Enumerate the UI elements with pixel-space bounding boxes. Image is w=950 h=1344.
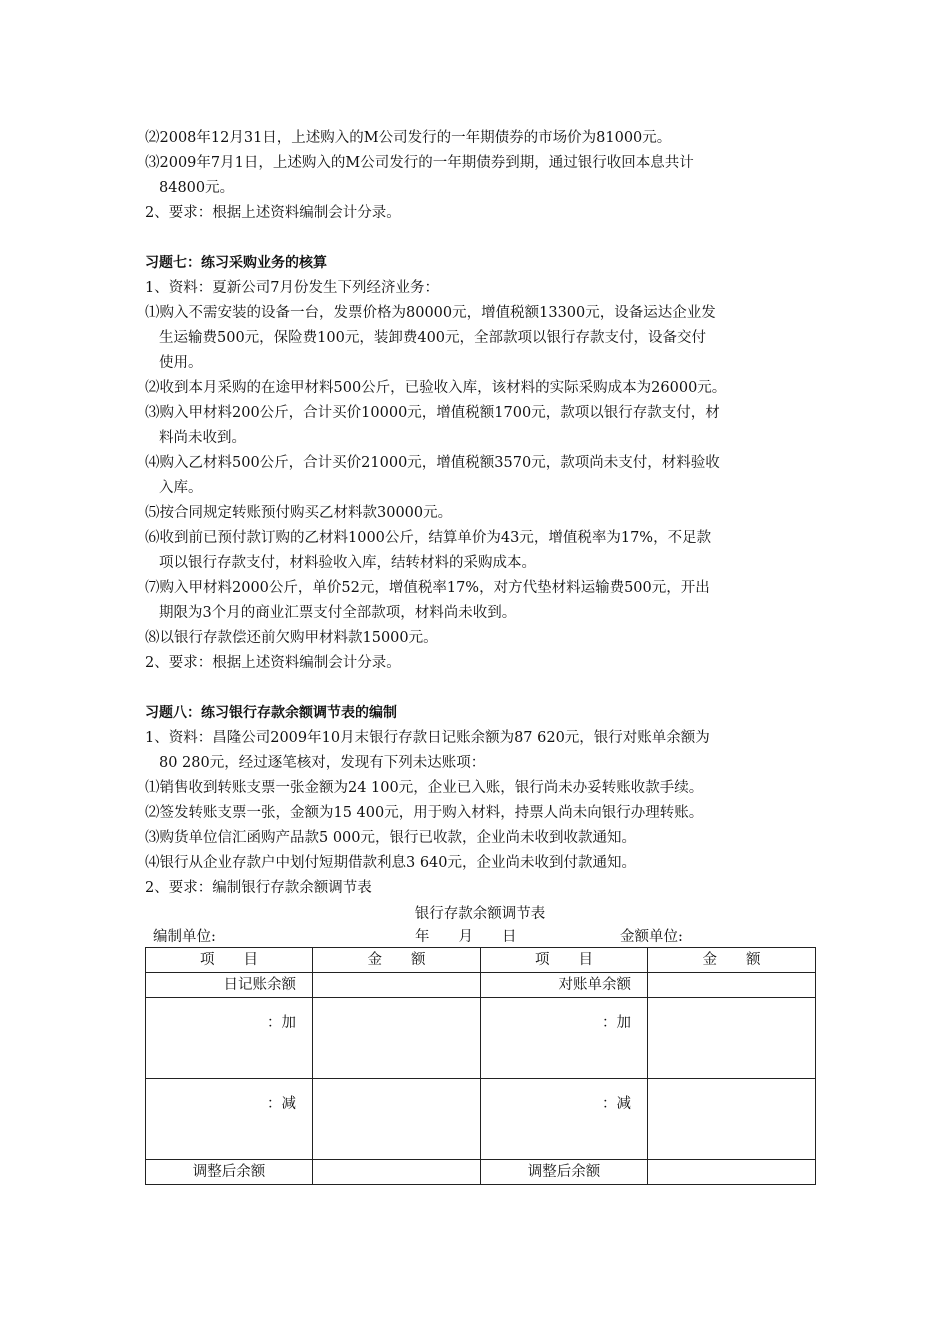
date-label: 年 月 日 (415, 929, 517, 945)
amount-cell[interactable] (313, 1079, 481, 1160)
table-meta (145, 925, 815, 947)
add-label: ：加 (481, 998, 648, 1079)
subtract-label: ：减 (146, 1079, 313, 1160)
text-line: 84800元。 (159, 180, 235, 196)
list-item-cont: 料尚未收到。 (159, 430, 246, 446)
amount-cell[interactable] (648, 998, 816, 1079)
list-item: ⑹收到前已预付款订购的乙材料1000公斤，结算单价为43元，增值税率为17%，不足款 (145, 530, 712, 546)
list-item: ⑻以银行存款偿还前欠购甲材料款15000元。 (145, 630, 438, 646)
text-line: ⑵2008年12月31日，上述购入的M公司发行的一年期债券的市场价为81000元。 (145, 130, 672, 146)
list-item: ⑴销售收到转账支票一张金额为24 100元，企业已入账，银行尚未办妥转账收款手续。 (145, 780, 704, 796)
list-item: ⑸按合同规定转账预付购买乙材料款30000元。 (145, 505, 453, 521)
text-line: 2、要求：根据上述资料编制会计分录。 (145, 655, 401, 671)
subtract-label: ：减 (481, 1079, 648, 1160)
header-amount: 金 额 (313, 948, 481, 973)
table-row (146, 1160, 816, 1185)
amount-cell[interactable] (648, 973, 816, 998)
amount-unit-label: 金额单位: (620, 929, 683, 945)
list-item-cont: 入库。 (159, 480, 203, 496)
table-row (146, 998, 816, 1079)
document-page (145, 126, 815, 1185)
header-amount: 金 额 (648, 948, 816, 973)
add-label: ：加 (146, 998, 313, 1079)
table-row (146, 973, 816, 998)
amount-cell[interactable] (313, 973, 481, 998)
list-item-cont: 生运输费500元，保险费100元，装卸费400元，全部款项以银行存款支付，设备交付 (159, 330, 707, 346)
amount-cell[interactable] (313, 1160, 481, 1185)
adjusted-balance-label: 调整后余额 (481, 1160, 648, 1185)
header-item: 项 目 (146, 948, 313, 973)
text-line: 2、要求：编制银行存款余额调节表 (145, 880, 372, 896)
header-item: 项 目 (481, 948, 648, 973)
text-line: 2、要求：根据上述资料编制会计分录。 (145, 205, 401, 221)
list-item-cont: 项以银行存款支付，材料验收入库，结转材料的采购成本。 (159, 555, 536, 571)
list-item: ⑵收到本月采购的在途甲材料500公斤，已验收入库，该材料的实际采购成本为26000元。 (145, 380, 727, 396)
amount-cell[interactable] (648, 1079, 816, 1160)
list-item-cont: 使用。 (159, 355, 203, 371)
adjusted-balance-label: 调整后余额 (146, 1160, 313, 1185)
statement-balance-label: 对账单余额 (481, 973, 648, 998)
text-line: 80 280元，经过逐笔核对，发现有下列未达账项： (159, 755, 486, 771)
table-title: 银行存款余额调节表 (414, 906, 546, 922)
exercise-8-title: 习题八：练习银行存款余额调节表的编制 (145, 705, 397, 721)
list-item: ⑶购货单位信汇函购产品款5 000元，银行已收款，企业尚未收到收款通知。 (145, 830, 637, 846)
amount-cell[interactable] (648, 1160, 816, 1185)
list-item: ⑷银行从企业存款户中划付短期借款利息3 640元，企业尚未收到付款通知。 (145, 855, 637, 871)
reconciliation-table (145, 947, 816, 1185)
list-item: ⑺购入甲材料2000公斤，单价52元，增值税率17%，对方代垫材料运输费500元，开出 (145, 580, 710, 596)
journal-balance-label: 日记账余额 (146, 973, 313, 998)
exercise-7-title: 习题七：练习采购业务的核算 (145, 255, 327, 271)
list-item: ⑷购入乙材料500公斤，合计买价21000元，增值税额3570元，款项尚未支付，材料验收 (145, 455, 720, 471)
text-line: ⑶2009年7月1日，上述购入的M公司发行的一年期债券到期，通过银行收回本息共计 (145, 155, 694, 171)
text-line: 1、资料：夏新公司7月份发生下列经济业务： (145, 280, 439, 296)
list-item: ⑴购入不需安装的设备一台，发票价格为80000元，增值税额13300元，设备运达企业发 (145, 305, 716, 321)
text-line: 1、资料：昌隆公司2009年10月末银行存款日记账余额为87 620元，银行对账单余额为 (145, 730, 710, 746)
list-item-cont: 期限为3个月的商业汇票支付全部款项，材料尚未收到。 (159, 605, 517, 621)
unit-label: 编制单位: (153, 929, 216, 945)
list-item: ⑶购入甲材料200公斤，合计买价10000元，增值税额1700元，款项以银行存款支付，材 (145, 405, 720, 421)
table-row (146, 1079, 816, 1160)
list-item: ⑵签发转账支票一张，金额为15 400元，用于购入材料，持票人尚未向银行办理转账。 (145, 805, 704, 821)
amount-cell[interactable] (313, 998, 481, 1079)
table-header-row (146, 948, 816, 973)
